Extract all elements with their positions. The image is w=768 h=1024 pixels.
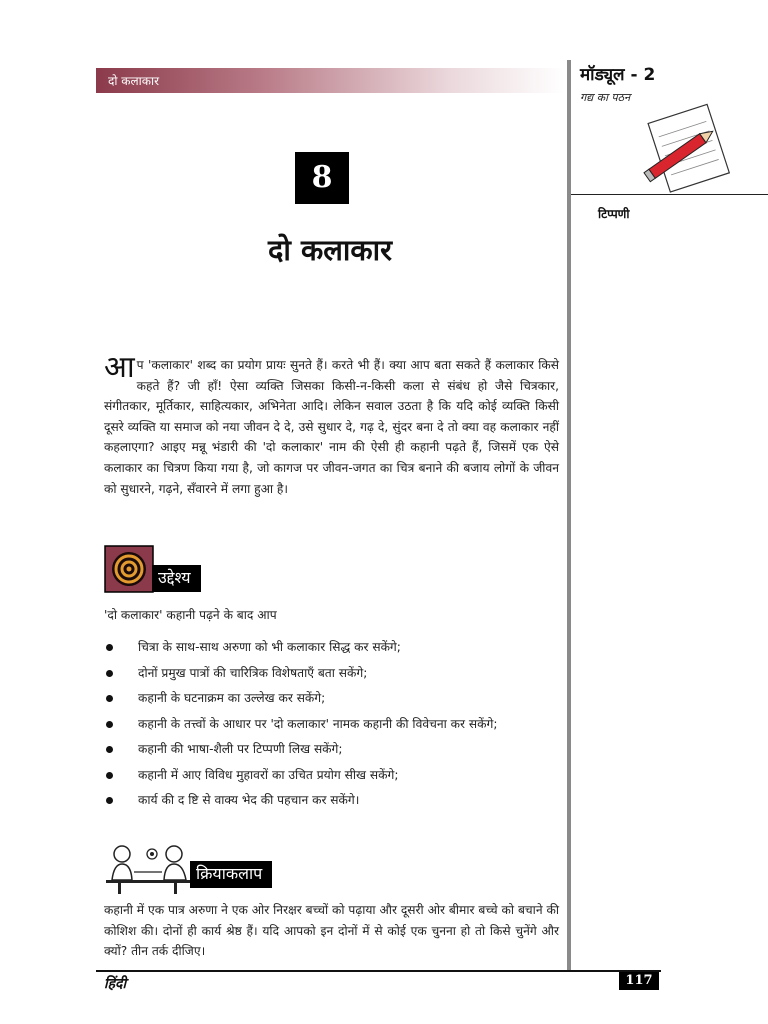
objectives-heading: उद्देश्य <box>152 565 201 592</box>
margin-divider <box>567 60 571 972</box>
chapter-number: 8 <box>295 152 349 204</box>
running-title: दो कलाकार <box>108 74 159 88</box>
drop-cap: आ <box>104 350 135 385</box>
running-header-bar <box>96 68 564 93</box>
module-subtitle: गद्य का पठन <box>580 91 631 104</box>
objectives-list <box>104 637 562 816</box>
intro-paragraph <box>104 350 559 499</box>
activity-paragraph: कहानी में एक पात्र अरुणा ने एक ओर निरक्षर बच्चों को पढ़ाया और दूसरी ओर बीमार बच्चे को बचाने की कोशिश की। दोनों ही कार्य श्रेष्ठ हैं। यदि आपको इन दोनों में से कोई एक चुनना हो तो किसे चुनेंगे और क्यों? तीन तर्क दीजिए। <box>104 903 559 958</box>
list-item: कहानी में आए विविध मुहावरों का उचित प्रयोग सीख सकेंगे; <box>104 765 562 785</box>
intro-text: प 'कलाकार' शब्द का प्रयोग प्रायः सुनते हैं। करते भी हैं। क्या आप बता सकते हैं कलाकार किसे कहते हैं? जी हाँ! ऐसा व्यक्ति जिसका किसी-न-किसी कला से संबंध हो जैसे चित्रकार, संगीतकार, मूर्तिकार, साहित्यकार, अभिनेता आदि। लेकिन सवाल उठता है कि यदि कोई व्यक्ति किसी दूसरे व्यक्ति या समाज को नया जीवन दे दे, उसे सुधार दे, गढ़ दे, सुंदर बना दे तो क्या वह कलाकार नहीं कहलाएगा? आइए मन्नू भंडारी की 'दो कलाकार' नाम की ऐसी ही कहानी पढ़ते हैं, जिसमें एक ऐसे कलाकार का चित्रण किया गया है, जो कागज पर जीवन-जगत का चित्र बनाने की बजाय लोगों के जीवन को सुधारने, गढ़ने, सँवारने में लगा हुआ है। <box>104 358 559 496</box>
list-item: कहानी की भाषा-शैली पर टिप्पणी लिख सकेंगे; <box>104 739 562 759</box>
footer-subject: हिंदी <box>104 976 127 992</box>
footer-rule <box>96 970 661 972</box>
notepad-pencil-icon <box>628 100 738 195</box>
chapter-title: दो कलाकार <box>267 233 393 267</box>
list-item: चित्रा के साथ-साथ अरुणा को भी कलाकार सिद्ध कर सकेंगे; <box>104 637 562 657</box>
objectives-lead: 'दो कलाकार' कहानी पढ़ने के बाद आप <box>104 608 277 622</box>
target-spiral-icon <box>104 545 154 593</box>
list-item: कहानी के तत्त्वों के आधार पर 'दो कलाकार' नामक कहानी की विवेचना कर सकेंगे; <box>104 714 562 734</box>
people-discussion-icon <box>104 842 192 896</box>
list-item: दोनों प्रमुख पात्रों की चारित्रिक विशेषताएँ बता सकेंगे; <box>104 663 562 683</box>
list-item: कार्य की द ष्टि से वाक्य भेद की पहचान कर सकेंगे। <box>104 790 562 810</box>
page-number: 117 <box>619 972 659 990</box>
side-note-label: टिप्पणी <box>598 207 630 221</box>
module-label: मॉड्यूल - 2 <box>580 65 656 85</box>
activity-heading: क्रियाकलाप <box>190 861 272 888</box>
list-item: कहानी के घटनाक्रम का उल्लेख कर सकेंगे; <box>104 688 562 708</box>
